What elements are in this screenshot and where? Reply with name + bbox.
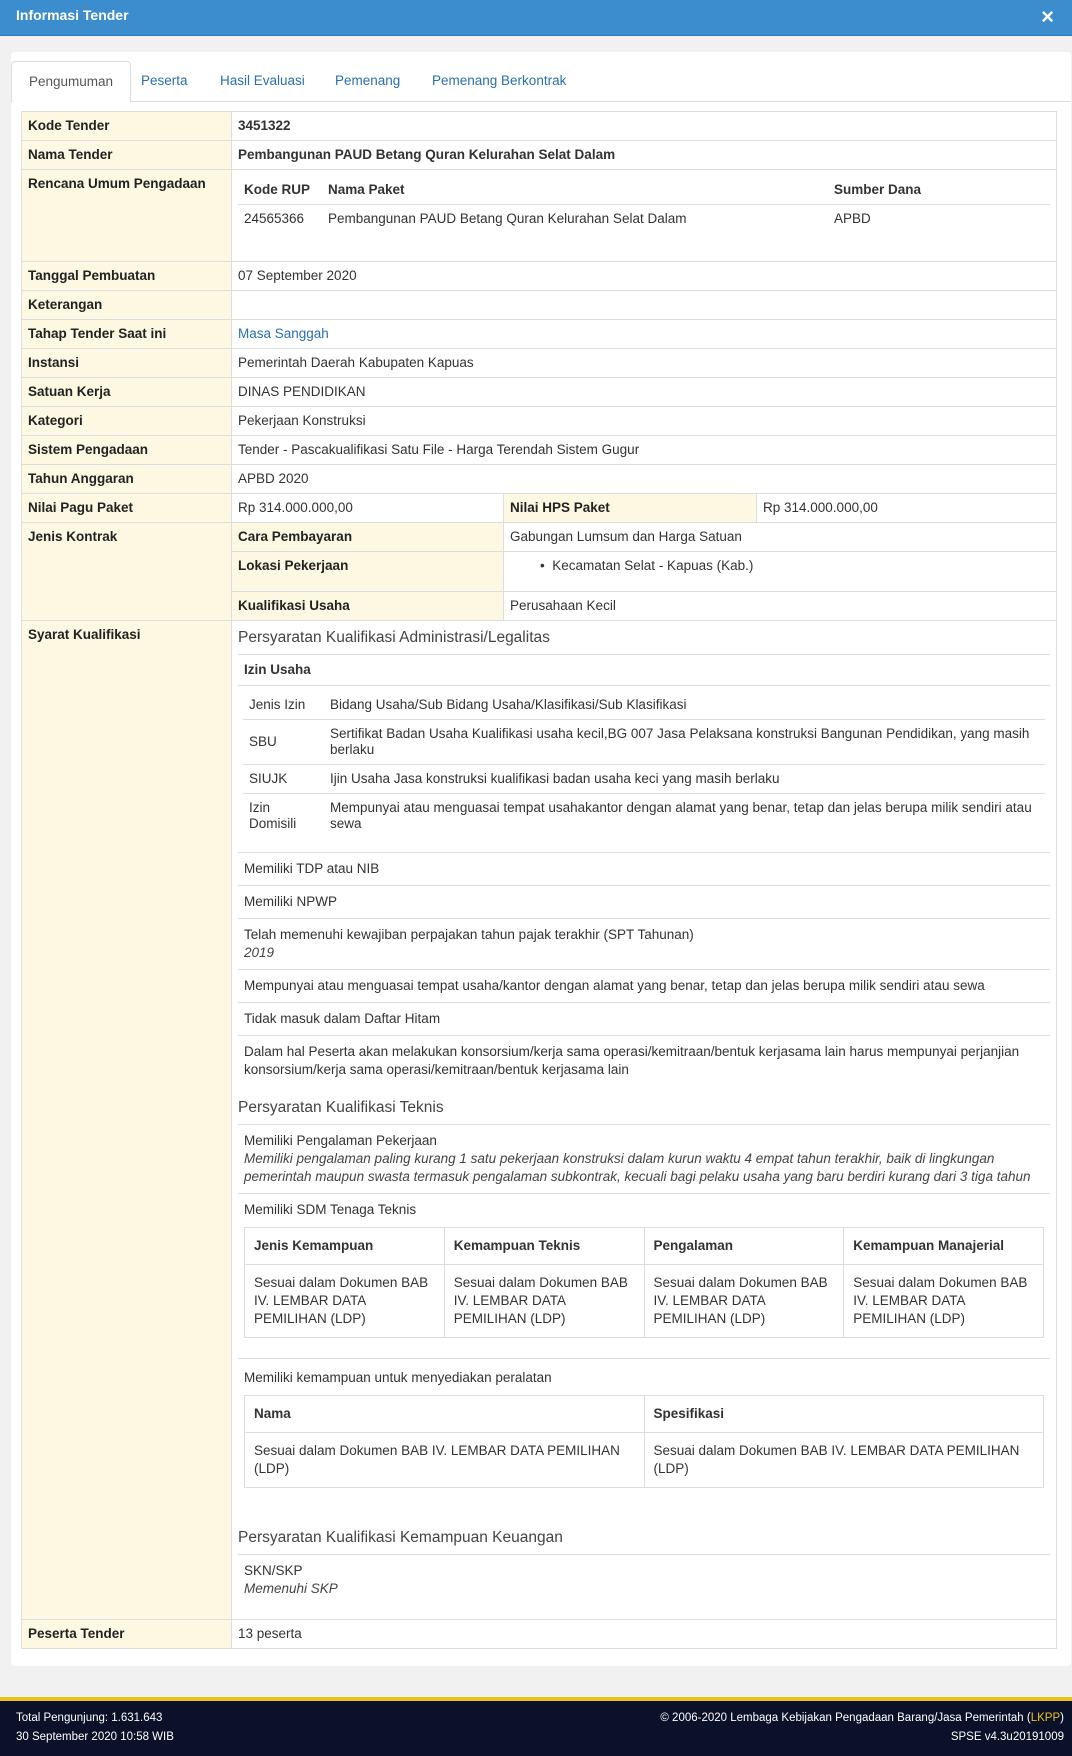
- value-cara-bayar: Gabungan Lumsum dan Harga Satuan: [504, 523, 1057, 552]
- value-nama-tender: Pembangunan PAUD Betang Quran Kelurahan Selat Dalam: [232, 141, 1057, 170]
- label-satuan-kerja: Satuan Kerja: [22, 378, 232, 407]
- rup-header-kode: Kode RUP: [238, 176, 322, 205]
- label-tahap: Tahap Tender Saat ini: [22, 320, 232, 349]
- req-npwp: Memiliki NPWP: [238, 886, 1050, 919]
- rup-nama: Pembangunan PAUD Betang Quran Kelurahan Selat Dalam: [328, 211, 687, 226]
- label-tanggal: Tanggal Pembuatan: [22, 262, 232, 291]
- izin-usaha-title: Izin Usaha: [238, 655, 1050, 686]
- tab-pemenang[interactable]: Pemenang: [335, 73, 401, 88]
- value-pagu: Rp 314.000.000,00: [232, 494, 504, 523]
- tender-info-table: [21, 111, 1057, 1649]
- label-lokasi: Lokasi Pekerjaan: [232, 552, 504, 592]
- tab-hasil-evaluasi[interactable]: Hasil Evaluasi: [220, 73, 305, 88]
- copyright: [660, 1712, 1064, 1724]
- sdm-block: [238, 1227, 1050, 1359]
- label-keterangan: Keterangan: [22, 291, 232, 320]
- label-peserta: Peserta Tender: [22, 1620, 232, 1649]
- label-sistem: Sistem Pengadaan: [22, 436, 232, 465]
- sdm-header: Kemampuan Manajerial: [844, 1228, 1044, 1265]
- label-kode-tender: Kode Tender: [22, 112, 232, 141]
- value-kualifikasi-usaha: Perusahaan Kecil: [504, 592, 1057, 621]
- req-tdp: Memiliki TDP atau NIB: [238, 853, 1050, 886]
- sdm-header: Pengalaman: [644, 1228, 844, 1265]
- modal-body: [11, 52, 1071, 1666]
- sdm-cell: Sesuai dalam Dokumen BAB IV. LEMBAR DATA PEMILIHAN (LDP): [245, 1265, 445, 1338]
- lkpp-link[interactable]: LKPP: [1030, 1712, 1061, 1724]
- req-skn-text: SKN/SKP: [244, 1563, 303, 1578]
- rup-header-nama: Nama Paket: [322, 176, 828, 205]
- version: SPSE v4.3u20191009: [950, 1731, 1064, 1743]
- label-syarat: Syarat Kualifikasi: [22, 621, 232, 1620]
- label-tahun: Tahun Anggaran: [22, 465, 232, 494]
- label-pagu: Nilai Pagu Paket: [22, 494, 232, 523]
- footer: [0, 1697, 1072, 1756]
- req-sdm: Memiliki SDM Tenaga Teknis: [244, 1202, 417, 1217]
- value-tanggal: 07 September 2020: [232, 262, 1057, 291]
- value-peserta: 13 peserta: [232, 1620, 1057, 1649]
- bullet-icon: •: [540, 558, 545, 573]
- req-pengalaman-detail: Memiliki pengalaman paling kurang 1 satu pekerjaan konstruksi dalam kurun waktu 4 empat tahun terakhir, baik di lingkungan pemerintah maupun swasta termasuk pengalaman subkontrak, kecuali bagi pelaku usaha yang baru berdiri kurang dari 3 tiga tahun: [244, 1151, 1031, 1184]
- req-tempat: Mempunyai atau menguasai tempat usaha/kantor dengan alamat yang benar, tetap dan jelas berupa milik sendiri atau sewa: [238, 970, 1050, 1003]
- copyright-post: ): [1060, 1712, 1064, 1724]
- label-nama-tender: Nama Tender: [22, 141, 232, 170]
- sdm-table: [244, 1227, 1044, 1338]
- label-rup: Rencana Umum Pengadaan: [22, 170, 232, 262]
- alat-header-spesifikasi: Spesifikasi: [644, 1396, 1044, 1433]
- value-lokasi: [504, 552, 1057, 592]
- tab-pemenang-berkontrak[interactable]: Pemenang Berkontrak: [432, 73, 567, 88]
- req-daftar-hitam: Tidak masuk dalam Daftar Hitam: [238, 1003, 1050, 1036]
- rup-header-sumber: Sumber Dana: [828, 176, 1050, 205]
- rup-sumber: APBD: [834, 211, 871, 226]
- req-peralatan: Memiliki kemampuan untuk menyediakan peralatan: [244, 1370, 552, 1385]
- label-kategori: Kategori: [22, 407, 232, 436]
- alat-header-nama: Nama: [245, 1396, 645, 1433]
- value-tahun: APBD 2020: [232, 465, 1057, 494]
- izin-table: [243, 691, 1045, 838]
- modal-header: [0, 0, 1072, 36]
- alat-cell: Sesuai dalam Dokumen BAB IV. LEMBAR DATA PEMILIHAN (LDP): [644, 1433, 1044, 1488]
- value-keterangan: [232, 291, 1057, 320]
- sdm-header: Jenis Kemampuan: [245, 1228, 445, 1265]
- label-cara-bayar: Cara Pembayaran: [232, 523, 504, 552]
- req-skn-detail: Memenuhi SKP: [244, 1581, 338, 1596]
- izin-usaha-block: [238, 686, 1050, 853]
- req-spt-text: Telah memenuhi kewajiban perpajakan tahun pajak terakhir (SPT Tahunan): [244, 927, 694, 942]
- izin-jenis: Izin Domisili: [243, 794, 324, 839]
- tab-bar: [11, 61, 1071, 102]
- table-row: [243, 765, 1045, 794]
- label-kualifikasi-usaha: Kualifikasi Usaha: [232, 592, 504, 621]
- admin-section-title: Persyaratan Kualifikasi Administrasi/Legalitas: [238, 621, 1050, 655]
- copyright-pre: © 2006-2020 Lembaga Kebijakan Pengadaan Barang/Jasa Pemerintah (: [660, 1712, 1031, 1724]
- label-jenis-kontrak: Jenis Kontrak: [22, 523, 232, 621]
- close-icon[interactable]: ×: [1041, 4, 1054, 29]
- izin-jenis: SBU: [243, 720, 324, 765]
- footer-datetime: 30 September 2020 10:58 WIB: [16, 1731, 174, 1743]
- sdm-cell: Sesuai dalam Dokumen BAB IV. LEMBAR DATA PEMILIHAN (LDP): [644, 1265, 844, 1338]
- value-sistem: Tender - Pascakualifikasi Satu File - Harga Terendah Sistem Gugur: [232, 436, 1057, 465]
- alat-cell: Sesuai dalam Dokumen BAB IV. LEMBAR DATA PEMILIHAN (LDP): [245, 1433, 645, 1488]
- sdm-cell: Sesuai dalam Dokumen BAB IV. LEMBAR DATA PEMILIHAN (LDP): [444, 1265, 644, 1338]
- table-row: [243, 794, 1045, 839]
- req-konsorsium: Dalam hal Peserta akan melakukan konsorsium/kerja sama operasi/kemitraan/bentuk kerjasama lain harus mempunyai perjanjian konsorsium/kerja sama operasi/kemitraan/bentuk kerjasama lain: [244, 1044, 1020, 1077]
- lokasi-item: Kecamatan Selat - Kapuas (Kab.): [552, 558, 754, 573]
- rup-table: [238, 176, 1050, 233]
- req-pengalaman-text: Memiliki Pengalaman Pekerjaan: [244, 1133, 437, 1148]
- sdm-header: Kemampuan Teknis: [444, 1228, 644, 1265]
- modal-title: Informasi Tender: [16, 7, 129, 23]
- table-row: [245, 1433, 1044, 1488]
- rup-kode: 24565366: [244, 211, 305, 226]
- label-hps: Nilai HPS Paket: [504, 494, 757, 523]
- value-satuan-kerja: DINAS PENDIDIKAN: [232, 378, 1057, 407]
- izin-jenis: SIUJK: [243, 765, 324, 794]
- tab-pengumuman[interactable]: Pengumuman: [11, 61, 131, 103]
- syarat-cell: [232, 621, 1057, 1620]
- izin-bidang: Ijin Usaha Jasa konstruksi kualifikasi badan usaha keci yang masih berlaku: [324, 765, 1045, 794]
- value-kode-tender: 3451322: [232, 112, 1057, 141]
- label-instansi: Instansi: [22, 349, 232, 378]
- izin-header-bidang: Bidang Usaha/Sub Bidang Usaha/Klasifikasi/Sub Klasifikasi: [330, 697, 687, 712]
- value-instansi: Pemerintah Daerah Kabupaten Kapuas: [232, 349, 1057, 378]
- izin-bidang: Sertifikat Badan Usaha Kualifikasi usaha kecil,BG 007 Jasa Pelaksana konstruksi Bangunan Pendidikan, yang masih berlaku: [324, 720, 1045, 765]
- tab-peserta[interactable]: Peserta: [141, 73, 188, 88]
- table-row: [245, 1265, 1044, 1338]
- peralatan-table: [244, 1395, 1044, 1488]
- sdm-cell: Sesuai dalam Dokumen BAB IV. LEMBAR DATA PEMILIHAN (LDP): [844, 1265, 1044, 1338]
- tahap-link[interactable]: Masa Sanggah: [238, 326, 329, 341]
- keuangan-section-title: Persyaratan Kualifikasi Kemampuan Keuangan: [238, 1518, 1050, 1555]
- value-hps: Rp 314.000.000,00: [757, 494, 1057, 523]
- izin-bidang: Mempunyai atau menguasai tempat usahakantor dengan alamat yang benar, tetap dan jelas berupa milik sendiri atau sewa: [324, 794, 1045, 839]
- teknis-section-title: Persyaratan Kualifikasi Teknis: [238, 1086, 1050, 1125]
- table-row: [243, 720, 1045, 765]
- peralatan-block: [238, 1395, 1050, 1518]
- izin-header-jenis: Jenis Izin: [249, 697, 306, 712]
- value-kategori: Pekerjaan Konstruksi: [232, 407, 1057, 436]
- req-skn: [238, 1555, 1050, 1605]
- req-pengalaman: [238, 1125, 1050, 1194]
- req-spt: [238, 919, 1050, 970]
- rup-cell: [232, 170, 1057, 262]
- req-spt-year: 2019: [244, 945, 275, 960]
- visitor-count: Total Pengunjung: 1.631.643: [16, 1712, 163, 1724]
